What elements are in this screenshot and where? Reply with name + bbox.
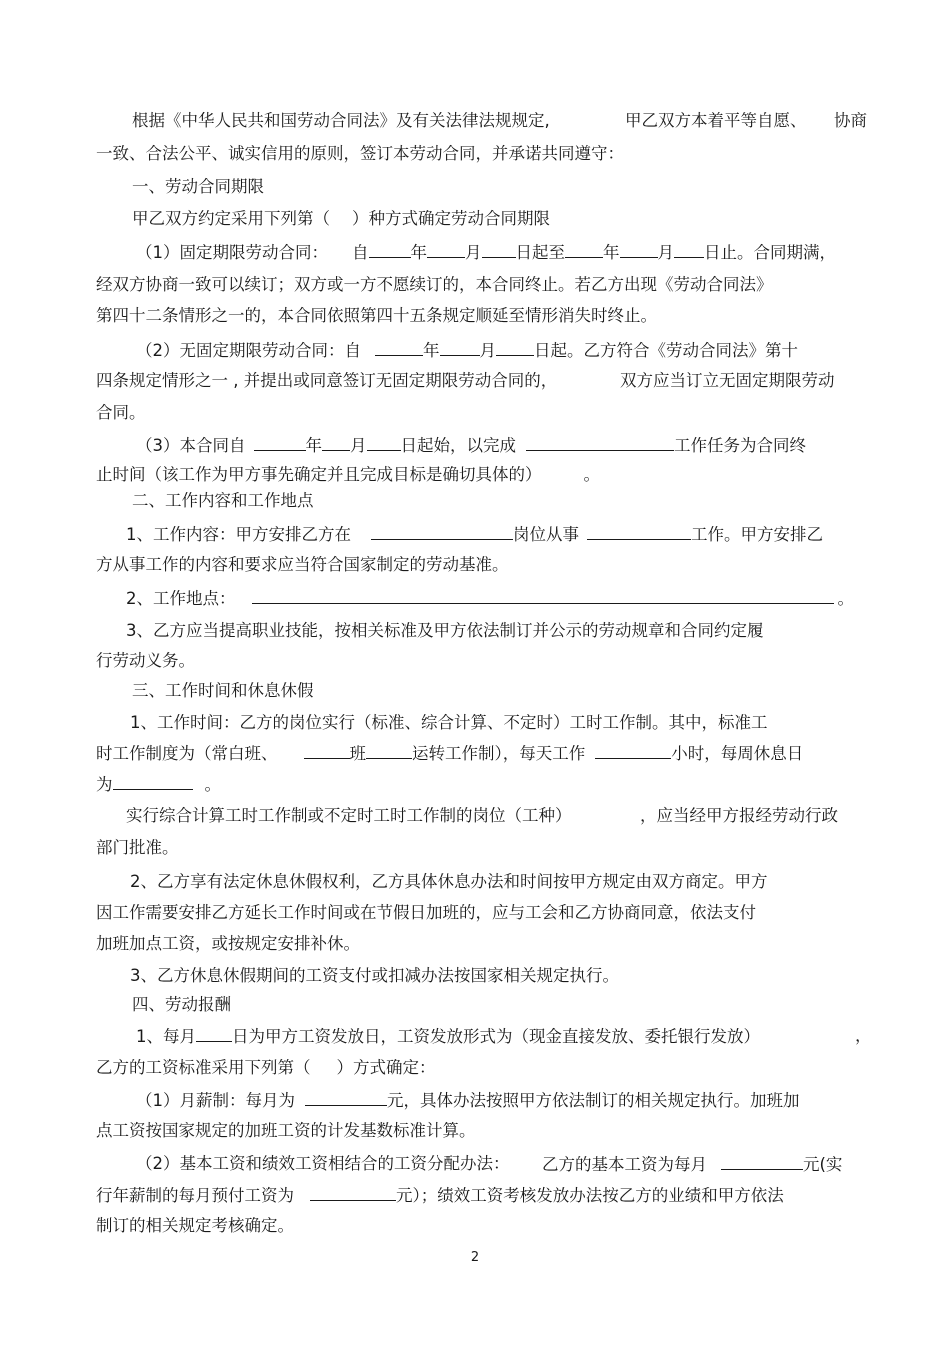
section-heading: 二、工作内容和工作地点	[132, 491, 314, 510]
text: 年	[603, 243, 620, 262]
open-term-line	[136, 339, 798, 362]
text: 乙方的工资标准采用下列第（	[96, 1058, 311, 1077]
text: 月	[657, 243, 674, 262]
blank-field[interactable]	[375, 339, 423, 356]
term-type-line	[132, 208, 550, 230]
body-line: 经双方协商一致可以续订；双方或一方不愿续订的，本合同终止。若乙方出现《劳动合同法》	[96, 275, 773, 294]
blank-field[interactable]	[304, 742, 350, 759]
text: 年	[423, 341, 440, 360]
text: 月	[350, 436, 367, 455]
preamble-text: 甲乙双方本着平等自愿、	[625, 111, 807, 130]
body-line: 制订的相关规定考核确定。	[96, 1216, 294, 1235]
text: （1）固定期限劳动合同：	[136, 243, 328, 262]
body-line: 3、乙方休息休假期间的工资支付或扣减办法按国家相关规定执行。	[130, 966, 619, 985]
text: 。	[837, 589, 854, 608]
text: （1）月薪制：每月为	[136, 1091, 295, 1110]
blank-field[interactable]	[310, 1184, 396, 1201]
section-heading: 一、劳动合同期限	[132, 177, 264, 196]
body-line: 点工资按国家规定的加班工资的计发基数标准计算。	[96, 1121, 476, 1140]
text: 月	[479, 341, 496, 360]
body-line	[126, 805, 572, 827]
text: ，	[855, 1026, 872, 1045]
text: 自	[352, 243, 369, 262]
text: （2）基本工资和绩效工资相结合的工资分配办法：	[136, 1154, 510, 1173]
body-line: 1、工作时间：乙方的岗位实行（标准、综合计算、不定时）工时工作制。其中，标准工	[130, 713, 768, 732]
blank-field[interactable]	[322, 434, 350, 451]
text: 四条规定情形之一 , 并提出或同意签订无固定期限劳动合同的，	[96, 371, 558, 390]
blank-field[interactable]	[371, 523, 513, 540]
text: 岗位从事	[513, 525, 579, 544]
text: 为	[96, 775, 113, 794]
blank-field[interactable]	[427, 241, 465, 258]
text: 1、每月	[136, 1027, 196, 1046]
text: ，应当经甲方报经劳动行政	[640, 806, 838, 825]
text: 实行综合计算工时工作制或不定时工时工作制的岗位（工种）	[126, 806, 572, 825]
body-line: 部门批准。	[96, 838, 179, 857]
blank-field[interactable]	[113, 773, 193, 790]
text: （3）本合同自	[136, 436, 246, 455]
body-line	[855, 1025, 872, 1047]
preamble-text: 根据《中华人民共和国劳动合同法》及有关法律法规规定,	[132, 111, 550, 130]
blank-field[interactable]	[496, 339, 534, 356]
text: 。	[583, 465, 600, 484]
blank-field[interactable]	[254, 434, 306, 451]
text: 月	[465, 243, 482, 262]
combined-salary-line-b	[542, 1153, 842, 1176]
preamble-line	[625, 110, 807, 132]
pay-day-line	[136, 1025, 760, 1048]
body-line: 3、乙方应当提高职业技能，按相关标准及甲方依法制订并公示的劳动规章和合同约定履	[126, 621, 764, 640]
text: 日起至	[515, 243, 565, 262]
text: 2、工作地点：	[126, 589, 236, 608]
blank-field[interactable]	[196, 1025, 232, 1042]
text: 。	[204, 775, 221, 794]
body-line: 加班加点工资，或按规定安排补休。	[96, 934, 360, 953]
text: 班	[349, 744, 366, 763]
wage-method-line	[96, 1057, 436, 1079]
preamble-text: 协商	[834, 111, 867, 130]
preamble-line	[132, 110, 550, 132]
text: 止时间（该工作为甲方事先确定并且完成目标是确切具体的）	[96, 465, 542, 484]
text: 1、工作内容：甲方安排乙方在	[126, 525, 351, 544]
text: 元(实	[803, 1155, 843, 1174]
body-line	[96, 464, 600, 486]
text: ）种方式确定劳动合同期限	[352, 209, 550, 228]
page-number: 2	[470, 1250, 480, 1265]
blank-field[interactable]	[620, 241, 658, 258]
blank-field[interactable]	[674, 241, 704, 258]
text: 工作任务为合同终	[674, 436, 806, 455]
text: 小时，每周休息日	[671, 744, 804, 763]
text: 日为甲方工资发放日，工资发放形式为（现金直接发放、委托银行发放）	[232, 1027, 760, 1046]
text: 元，具体办法按照甲方依法制订的相关规定执行。加班加	[387, 1091, 800, 1110]
body-line: 2、乙方享有法定休息休假权利，乙方具体休息办法和时间按甲方规定由双方商定。甲方	[130, 872, 768, 891]
text: （2）无固定期限劳动合同：自	[136, 341, 361, 360]
combined-salary-line	[136, 1153, 510, 1175]
text: 乙方的基本工资为每月	[542, 1155, 707, 1174]
body-line: 第四十二条情形之一的，本合同依照第四十五条规定顺延至情形消失时终止。	[96, 306, 657, 325]
work-hours-line	[96, 742, 803, 765]
body-line	[96, 370, 557, 392]
blank-field[interactable]	[305, 1089, 387, 1106]
blank-field[interactable]	[482, 241, 516, 258]
blank-field[interactable]	[526, 434, 674, 451]
section-heading: 三、工作时间和休息休假	[132, 681, 314, 700]
section-heading: 四、劳动报酬	[132, 995, 231, 1014]
text: 运转工作制），每天工作	[412, 744, 586, 763]
blank-field[interactable]	[369, 241, 411, 258]
text: 行年薪制的每月预付工资为	[96, 1186, 294, 1205]
body-line: 合同。	[96, 403, 146, 422]
body-line: 因工作需要安排乙方延长工作时间或在节假日加班的，应与工会和乙方协商同意，依法支付	[96, 903, 756, 922]
task-term-line	[136, 434, 806, 457]
work-content-line	[126, 523, 823, 546]
text: 甲乙双方约定采用下列第（	[132, 209, 330, 228]
text: 日止。合同期满，	[704, 243, 836, 262]
text: 元）；绩效工资考核发放办法按乙方的业绩和甲方依法	[396, 1186, 784, 1205]
fixed-term-line	[136, 241, 836, 264]
text: ）方式确定：	[336, 1058, 436, 1077]
body-line	[620, 370, 835, 392]
blank-field[interactable]	[721, 1153, 803, 1170]
work-place-line	[126, 587, 854, 610]
blank-field[interactable]	[440, 339, 480, 356]
blank-field[interactable]	[595, 742, 671, 759]
blank-field[interactable]	[587, 523, 691, 540]
blank-field[interactable]	[252, 587, 834, 604]
body-line: 行劳动义务。	[96, 651, 195, 670]
preamble-line	[834, 110, 867, 132]
text: 年	[305, 436, 322, 455]
blank-field[interactable]	[565, 241, 603, 258]
preamble-line	[96, 143, 624, 165]
text: 日起始，以完成	[400, 436, 516, 455]
preamble-text: 一致、合法公平、诚实信用的原则，签订本劳动合同，并承诺共同遵守：	[96, 144, 624, 163]
body-line: 方从事工作的内容和要求应当符合国家制定的劳动基准。	[96, 555, 509, 574]
text: 时工作制度为（常白班、	[96, 744, 278, 763]
text: 日起。乙方符合《劳动合同法》第十	[534, 341, 798, 360]
body-line	[640, 805, 838, 827]
text: 年	[410, 243, 427, 262]
blank-field[interactable]	[366, 742, 412, 759]
blank-field[interactable]	[367, 434, 401, 451]
monthly-salary-line	[136, 1089, 800, 1112]
annual-salary-line	[96, 1184, 784, 1207]
text: 工作。甲方安排乙	[691, 525, 823, 544]
text: 双方应当订立无固定期限劳动	[620, 371, 835, 390]
rest-day-line	[96, 773, 221, 796]
